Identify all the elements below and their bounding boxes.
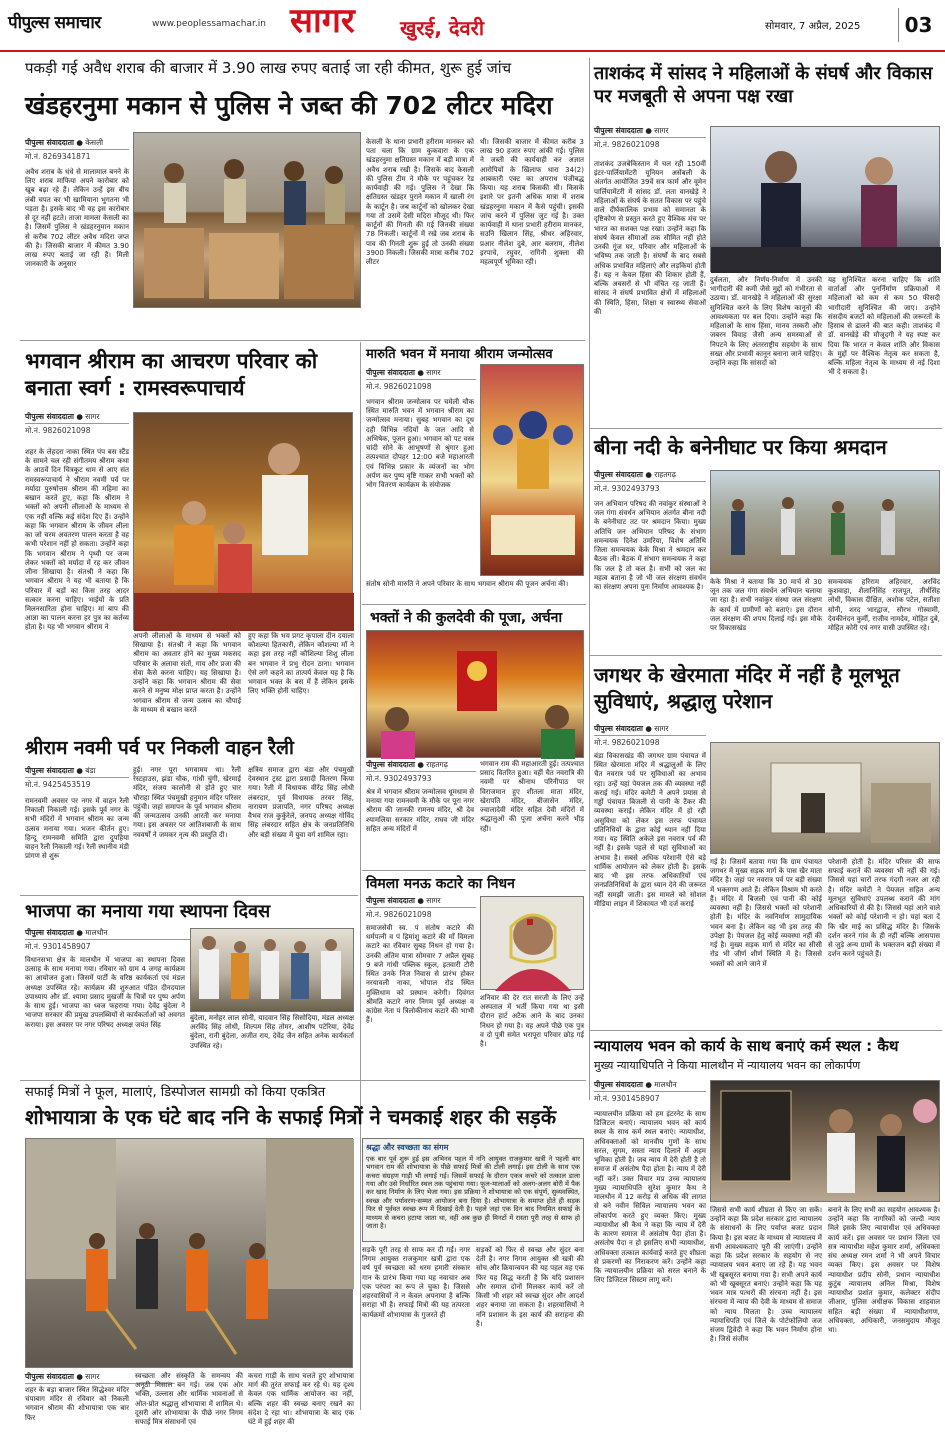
mobile-number: मो.नं. 9302493793 [594, 484, 660, 493]
bjp-byline-block [25, 928, 205, 952]
tashkent-body-col1: ताशकंद उजबेकिस्तान में चल रही 150वीं इंटर-पार्लियामेंटरी यूनियन असेंबली के अंतर्गत आयोजित 39वें सत्र फार्म और वूमेन पार्लियामेंटरी में सांसद डॉ. लता वानखेड़े ने महिलाओं के संघर्ष के सतत विकास पर पहुंचे वाले दीर्घकालिक प्रभाव को समानता के दृष्टिकोण से प्रस्तुत करते हुए वैश्विक मंच पर भारत का सशक्त पक्ष रखा। उन्होंने कहा कि संघर्ष केवल सीमाओं तक सीमित नहीं होते उनकी गूंज घर, परिवार और महिलाओं के भविष्य तक जाती है। संघर्षों के बाद सबसे अधिक प्रभावित महिलाएं और लड़कियां होती हैं। यह न केवल हिंसा की शिकार होती हैं, बल्कि अवसरों से भी वंचित रह जाती हैं। सांसद ने संघर्ष प्रभावित क्षेत्रों में महिलाओं की स्थिति, हिंसा, शिक्षा व स्वास्थ्य सेवाओं की [594, 160, 706, 316]
masthead [0, 0, 945, 52]
bina-body-col1: जन अभियान परिषद की नवांकुर संस्थाओं ने जल गंगा संवर्धन अभियान अंतर्गत बीना नदी के बनेनीघाट तट पर श्रमदान किया। मुख्य अतिथि जन अभियान परिषद के संभाग समन्वयक दिनेश उमरिया, विशेष अतिथि जिला समन्वयक केके मिश्रा ने श्रमदान कर बैठक ली। बैठक में संभाग समन्वयक ने कहा कि जल है तो कल है। सभी को जल का महत्व बताना है जो भी जल संरक्षण संवर्धन का संरक्षण अपना पुनः निर्माण आवश्यक है। [594, 500, 706, 592]
byline: पीपुल्स संवाददाता ● सागर [366, 896, 476, 908]
ram-speech-body-col2: अपनी लीलाओं के माध्यम से भक्तों को सिखाया है। संतश्री ने कहा कि भगवान श्रीराम का अवतार होने का मुख्य मकसद परिवार के अलावा संतों, गाय और प्रजा की सेवा कैसे करना चाहिए। यह सिखाया है। उन्होंने कहा कि भगवान श्रीराम की सेवा करने से मनुष्य मोक्ष प्राप्त करता है। उन्होंने भगवान श्रीराम से जन्म उत्सव का चौपाई के माध्यम से बखान करते [133, 632, 241, 714]
kuldevi-photo-illustration [367, 631, 585, 759]
mobile-number: मो.नं. 9302493793 [366, 774, 432, 783]
bina-photo [710, 470, 940, 574]
court-headline: न्यायालय भवन को कार्य के साथ बनाएं कर्म स्थल : कैथ [594, 1037, 899, 1055]
tashkent-photo [710, 126, 940, 272]
ram-navami-body-col3: क्षत्रिय समाज द्वारा बंडा और पंचमुखी देवस्थान ट्रस्ट द्वारा प्रसादी वितरण किया गया। रैली में विधायक वीरेंद्र सिंह लोधी लंबरदार, पूर्व विधायक तरवर सिंह, नारायण प्रजापति, नगर परिषद अध्यक्ष वैभव राज कुर्कुरेले, जनपद अध्यक्ष गोविंद सिंह लंबरदार सहित क्षेत्र के जनप्रतिनिधि और बड़ी संख्या में युवा वर्ग शामिल रहा। [248, 766, 354, 839]
cleanup-kicker: सफाई मित्रों ने फूल, मालाएं, डिस्पोजल सामग्री को किया एकत्रित [25, 1085, 326, 1100]
kuldevi-photo [366, 630, 584, 758]
ram-speech-byline-block [25, 412, 129, 436]
court-subheadline: मुख्य न्यायाधिपति ने किया मालथौन में न्यायालय भवन का लोकार्पण [594, 1059, 861, 1072]
jagthar-headline: जगथर के खेरमाता मंदिर में नहीं है मूलभूत सुविधाएं, श्रद्धालु परेशान [594, 663, 900, 713]
bina-photo-illustration [711, 471, 941, 575]
jagthar-body-col1: बंडा विकासखंड की जगथर ग्राम पंचायत में स्थित खेरमाता मंदिर में श्रद्धालुओं के लिए चैत नवरात्र पर्व पर सुविधाओं का अभाव रहा। उन्हें यहां पेयजल तक की व्यवस्था नहीं कराई गई। मंदिर कमेटी ने अपने प्रयास से गड्ढों पंचायत बिजली से पानी के टैंकर की व्यवस्था कराई। लेकिन मंदिर में हो रही असुविधा को लेकर इस तरफ पंचायत प्रतिनिधियों के द्वारा कोई ध्यान नहीं दिया गया। यह स्थिति अकेले इस नवरात्र पर्व की नहीं है। इसके पहले से यहां सुविधाओं का अभाव है। सबसे अधिक परेशानी ऐसे बड़े धार्मिक आयोजन को लेकर होती है। इसके बाद भी इस तरफ अधिकारियों एवं जनप्रतिनिधियों के द्वारा ध्यान देने की जरूरत नहीं समझी जाती। इस मामले को सोशल मीडिया लाइन में शिकायत भी दर्ज कराई [594, 752, 706, 908]
obituary-byline-block [366, 896, 476, 920]
ram-speech-photo [133, 412, 353, 630]
bina-byline-block [594, 470, 706, 494]
bjp-body-col1: विधानसभा क्षेत्र के मालथौन में भाजपा का स्थापना दिवस उत्साह के साथ मनाया गया। रविवार को ग्राम 4 जगह कार्यक्रम का आयोजन हुआ। जिसमें पार्टी के वरिष्ठ कार्यकर्ता एवं मंडल अध्यक्ष उपस्थित रहे। कार्यक्रम की शुरुआत पंडित दीनदयाल उपाध्याय और डॉ. श्यामा प्रसाद मुखर्जी के चित्रों पर पुष्प अर्पण के साथ हुई। भाजपा का ध्वज फहराया गया। देवेंद्र बुंदेला ने भाजपा सरकार की प्रमुख उपलब्धियों से कार्यकर्ताओं को अवगत कराया। इस अवसर पर नगर परिषद अध्यक्ष जयंत सिंह [25, 956, 185, 1029]
cleanup-headline: शोभायात्रा के एक घंटे बाद ननि के सफाई मित्रों ने चमकाई शहर की सड़कें [25, 1105, 557, 1129]
page-number: 03 [898, 8, 938, 42]
bjp-photo-illustration [191, 929, 355, 1013]
byline: पीपुल्स संवाददाता ● मालथौन [25, 928, 205, 940]
mobile-number: मो.नं. 8269341871 [25, 152, 91, 161]
mobile-number: मो.नं. 9425453519 [25, 780, 91, 789]
kuldevi-body-col1: श्रेत्र में भगवान श्रीराम जन्मोत्सव धूमधाम से मनाया गया रामनवमी के मौके पर पूरा नगर श्रीराम की जानकी रामनय मंदिर, श्री देव श्यामलिया सरकार मंदिर, राघव जी मंदिर सहित अन्य मंदिरों में [366, 788, 475, 833]
jagthar-body-col2: गई है। जिसमें बताया गया कि ग्राम पंचायत जगथर में मुख्य सड़क मार्ग के पास खैर माता मंदिर है। जहां पर नवरात्र पर्व पर बड़ी संख्या में भक्तगण आते हैं। लेकिन विश्राम भी करते हैं। मंदिर में बिजली एवं पानी की कोई व्यवस्था नहीं है। जिससे भक्तों को परेशानी होती है। मंदिर के नवनिर्माण सामुदायिक भवन बना है। लेकिन वह भी इस तरह की उपेक्षा है। पेयजल हेतु कोई व्यवस्था नहीं की गई है। मुख्य सड़क मार्ग से मंदिर का सीसी रोड भी जीर्ण शीर्ण स्थिति में है। जिससे भक्तों को आने जाने में [710, 858, 822, 968]
mobile-number: मो.नं. 9826021098 [25, 426, 91, 435]
court-photo [710, 1080, 940, 1202]
liquor-byline-block [25, 138, 129, 162]
maruti-byline-block [366, 368, 476, 392]
byline: पीपुल्स संवाददाता ● राहतगढ़ [366, 760, 476, 772]
ram-navami-body-col2: हुई। नगर पूरा भगवामय था। रैली रेस्टहाउस, झंडा चौक, गांधी चुंगी, खेरमाई मंदिर, संजय कालोनी से होते हुए चार चौराहा स्थित पंचमुखी हनुमान मंदिर परिसर पहुंची। जहां समापन के पूर्व भगवान श्रीराम की जन्मउत्सव उनकी आरती कर मनाया गया। इस अवसर पर आतिशबाजी के साथ नववर्षों ने जमकर नृत्य की प्रस्तुति दी। [133, 766, 241, 839]
byline: पीपुल्स संवाददाता ● सागर [594, 126, 706, 138]
maruti-body-col1: भगवान श्रीराम जन्मोत्सव पर चमेली चौक स्थित मारुति भवन में भगवान श्रीराम का जन्मोत्सव मनाया। सुबह भगवान का दूध दही विभिन्न नदियों के जल आदि से अभिषेक, पूजन हुआ। भगवान को पट वस्त्र चांदी सोने के आभूषणों से श्रृंगार हुआ तत्पश्चात दोपहर 12:00 बजे महाआरती एवं विभिन्न प्रकार के व्यंजनों का भोग अर्पण कर पुष्प वृष्टि गाकर सभी भक्तों को भोग वितरण कार्यक्रम के संयोजक [366, 398, 474, 490]
cleanup-photo-illustration [26, 1139, 354, 1369]
tashkent-headline: ताशकंद में सांसद ने महिलाओं के संघर्ष और विकास पर मजबूती से अपना पक्ष रखा [594, 63, 933, 108]
highlight-box-title: श्रद्धा और स्वच्छता का संगम [366, 1143, 449, 1152]
liquor-kicker: पकड़ी गई अवैध शराब की बाजार में 3.90 लाख रुपए बताई जा रही कीमत, शुरू हुई जांच [25, 59, 512, 77]
bina-headline: बीना नदी के बनेनीघाट पर किया श्रमदान [594, 435, 887, 459]
tashkent-photo-illustration [711, 127, 941, 273]
jagthar-body-col3: परेशानी होती है। मंदिर परिसर की साफ सफाई कराने की व्यवस्था भी नहीं की गई। जिससे यहां चारों तरफ गंदगी नजर आ रही है। मंदिर कमेटी ने पेयजल सहित अन्य मूलभूत सुविधाएं उपलब्ध कराने की मांग अधिकारियों से की है। जिससे यहां आने वाले भक्तों को कोई परेशानी न हो। यहां बता दें कि खैर माई का प्रसिद्ध मंदिर है। जिसके दर्शन करने गांव के ही नहीं बल्कि आसपास से जुड़े अन्य ग्रामों के भक्तजन बड़ी संख्या में दर्शन करने पहुंचते हैं। [828, 858, 940, 959]
bina-body-col3: समन्वयक हरिराम अहिरवार, अरविंद कुशवाहा, शैलानिसिंह राजपूत, तीर्थसिंह लोधी, विकास दीक्षित, अशोक पटेल, सतीशा सोनी, शरद भारद्वाज, सौरभ गोस्वामी, देवकीनंदन कुर्मी, राजीव नामदेव, मोहित दुबे, मोहित कोरी एवं नगर वासी उपस्थित रहे। [828, 578, 940, 633]
court-body-col2: जिससे सभी कार्य शीघ्रता से किए जा सकें। उन्होंने कहा कि प्रदेश सरकार द्वारा न्यायालय के संसाधनों के लिए पर्याप्त बजट प्रदान किया है। इस बजट के माध्यम से न्यायालय में सभी आवश्यकताएं पूरी की जाएंगी। उन्होंने कहा कि प्रदेश सरकार के सहयोग से नए न्यायालय भवन बनाए जा रहे हैं। यह भवन भी खूबसूरत बनाया गया है। सभी अपने कार्य को भी खूबसूरत बनाएं। उन्होंने कहा कि यह भवन मात्र पत्थरों की संरचना नहीं है। इस संरचना में न्याय की देवी के माध्यम से समाज को न्याय मिलता है। उच्च न्यायालय न्यायाधिपति एवं जिले के पोर्टफोलियो जज संजय द्विवेदी ने कहा कि भवन निर्माण होना है। जिसे संजीव [710, 1206, 822, 1344]
liquor-photo [133, 132, 361, 308]
byline: पीपुल्स संवाददाता ● बंडा [25, 766, 129, 778]
jagthar-photo-illustration [711, 743, 941, 855]
byline: पीपुल्स संवाददाता ● सागर [25, 412, 129, 424]
maruti-headline: मारुति भवन में मनाया श्रीराम जन्मोत्सव [366, 347, 553, 362]
cleanup-body-col2: स्वच्छता और संस्कृति के समन्वय की अनूठी मिसाल बन गई। जब एक ओर भक्ति, उल्लास और धार्मिक भावनाओं से ओत-प्रोत श्रद्धालु शोभायात्रा में शामिल थे। दूसरी ओर शोभायात्रा के पीछे नगर निगम सफाई मित्र संसाधनों एवं [135, 1372, 243, 1427]
ram-navami-body-col1: रामनवमी अवसर पर नगर में वाहन रैली निकाली निकाली गई। इसके पूर्व नगर के सभी मंदिरों में भगवान श्रीराम का जन्म उत्सव मनाया गया। भजन कीर्तन हुए। हिन्दू रामनवमी समिति द्वारा दुपहिया वाहन रैली निकाली गई। रैली स्थानीय मंडी प्रांगण से शुरू [25, 797, 129, 861]
mobile-number: मो.नं. 9826021098 [366, 910, 432, 919]
cleanup-body-col4: सड़कें पूरी तरह से साफ कर दी गईं। नगर निगम आयुक्त राजकुमार खत्री द्वारा एक वर्ष पूर्व स्वच्छता को धरम हमारी संस्कार गान के प्रारंभ किया गया यह नवाचार अब एक परंपरा का रूप ले चुका है। जिससे शहरवासियों ने न केवल अपनाया है बल्कि सराहा भी है। सफाई मित्रों की यह तत्परता कार्यक्रमों शोभायात्रा के गुजरते ही [362, 1246, 470, 1319]
liquor-photo-illustration [134, 133, 362, 309]
byline: पीपुल्स संवाददाता ● केसली [25, 138, 129, 150]
ram-speech-headline: भगवान श्रीराम का आचरण परिवार को बनाता स्वर्ग : रामस्वरूपाचार्य [25, 349, 318, 401]
cleanup-photo [25, 1138, 353, 1368]
liquor-body-col3: थी। जिसकी बाजार में कीमत करीब 3 लाख 90 हजार रुपए आंकी गई। पुलिस ने जब्ती की कार्यवाही कर अज्ञात आरोपियों के खिलाफ धारा 34(2) आबकारी एक्ट का अपराध पंजीबद्ध किया। यह शराब किसकी थी। किसके इशारे पर इतनी अधिक मात्रा में शराब खंडहरनुमा मकान में कैसे पहुंची। इसकी जांच करने में पुलिस जुट गई है। उक्त कार्यवाही में थाना प्रभारी हरीराम मानकर, सउनि खिलान सिंह, श्रीधर अहिरवार, प्रआर नीलेश दुबे, आर बलराम, नीलेश इरपाचे, रघुवर, रागिनी शुक्ला की महत्वपूर्ण भूमिका रही। [480, 138, 584, 267]
liquor-body-col1: अवैध शराब के धंधे से मालामाल बनने के लिए शराब माफिया अपने कारोबार को खूब बढ़ा रहे हैं। लेकिन उन्हें इस बीच लंबी चपत का भी खामियाना भुगतना भी पड़ता है। इसके बाद भी वह इस कारोबार से दूर नहीं हटते। ताजा मामला केसली का है। जिसमें पुलिस ने खंडहरनुमान मकान से करीब 702 लीटर अवैध मदिरा जप्त की है। जिसकी बाजार में कीमत 3.90 लाख रुपए बताई जा रही है। मिली जानकारी के अनुसार [25, 168, 129, 269]
byline: पीपुल्स संवाददाता ● सागर [25, 1372, 175, 1384]
kuldevi-body-col2: भगवान राम की महाआरती हुई। तत्पश्चात प्रसाद वितरित हुआ। वहीं चैत नवरात्रि की नवमी पर श्रीनाथ परिनीपाठ पर विराजमान हुए शीतला माता मंदिर, खेरापति मंदिर, बीजासेन मंदिर, ज्वालादेवी मंदिर सहित देवी मंदिरों में श्रद्धालुओं की पूजा अर्चना करने भीड़ रही। [480, 760, 584, 833]
byline: पीपुल्स संवाददाता ● मालथौन [594, 1080, 706, 1092]
ram-navami-byline-block [25, 766, 129, 790]
cleanup-body-col3: कचरा गाड़ी के साथ चलते हुए शोभायात्रा मार्ग की तुरंत सफाई कर रहे थे। यह दृश्य केवल एक धार्मिक आयोजन का नहीं, बल्कि शहर की स्वच्छ बनाए रखने का संदेश दे रहा था। शोभायात्रा के बाद एक घंटे में हुई शहर की [248, 1372, 354, 1427]
kuldevi-byline-block [366, 760, 476, 784]
ram-speech-body-col1: शहर के लेहदरा नाका स्थित पंप बस स्टैंड के सामने चल रही संगीतमय श्रीराम कथा के आठवें दिन चित्रकूट धाम से आए संत रामस्वरूपाचार्य ने श्रीराम नवमी पर्व पर मर्यादा पुरुषोत्तम श्रीराम की महिमा का बखान करते हुए, कहा कि श्रीराम ने भक्तों को अपनी लीलाओं के माध्यम से एक नहीं वल्कि कई संदेश दिए हैं। उन्होंने कहा कि भगवान श्रीराम के जीवन लीला का जो चरम अवतरण पालन करता है वह कभी परेशान नहीं हो सकता। उन्होंने कहा कि भगवान श्रीराम ने पृथ्वी पर जन्म लेकर भक्तों को मर्यादा में रह कर जीवन जीना सिखाया है। संतश्री ने कहा कि भगवान श्रीराम ने यह भी बताया है कि परिवार में बड़ों का किस तरह आदर सत्कार करना चाहिए। भाईयों के प्रति मिलनसारिता होना चाहिए। मां बाप की आज्ञा का पालन करना हर पुत्र का कर्तव्य होता है। यह भी भगवान श्रीराम ने [25, 448, 129, 632]
byline: पीपुल्स संवाददाता ● राहतगढ़ [594, 470, 706, 482]
obituary-portrait [480, 896, 584, 990]
maruti-photo [480, 364, 584, 576]
jagthar-byline-block [594, 724, 706, 748]
liquor-headline: खंडहरनुमा मकान से पुलिस ने जब्त की 702 लीटर मदिरा [25, 91, 553, 120]
liquor-body-col2: केसली के थाना प्रभारी हरीराम मानकर को पता चला कि ग्राम कुकवारा के एक खंडहरनुमा क्षतिग्रस्त मकान में बड़ी मात्रा में अवैध शराब रखी है। जिसके बाद केसली की पुलिस टीम ने मौके पर पहुंचकर रेड कार्यवाही की गई। पुलिस ने देखा कि क्षतिग्रस्त खंडहर पुराने मकान में खाली रंग के कार्टून है। जब कार्टूनों को खोलकर देखा गया तो उसमें देसी मदिरा मौजूद थी। फिर कार्टूनों की गिनती की गई जिनकी संख्या 78 निकली। कार्टूनों में रखे जब शराब के पाव की गिनती शुरू हुई तो उनकी संख्या 3900 निकली। जिसकी मात्रा करीब 702 लीटर [366, 138, 474, 267]
tashkent-byline-block [594, 126, 706, 150]
mobile-number: मो.नं. 9826021098 [594, 738, 660, 747]
bjp-body-col2: बुंदेला, मनोहर लाल सोनी, यादवान सिंह सिसोदिया, मंडल अध्यक्ष अरविंद सिंह लोधी, शिल्पम सिंह तोमर, आशीष पटेरिया, देवेंद्र बुंदेला, रानी बुंदेला, अजीत राय, देवेंद्र जैन सहित अनेक कार्यकर्ता उपस्थित रहे। [190, 1014, 354, 1050]
ram-navami-headline: श्रीराम नवमी पर्व पर निकली वाहन रैली [25, 737, 294, 759]
court-body-col1: न्यायालयीन प्रक्रिया को हम इंटरनेट के साथ डिजिटल बनाएं। न्यायालय भवन को कार्य स्थल के साथ कर्म स्थल बनाएं। न्यायाधीश, अधिवक्ताओं को मानवीय गुणों के साथ सरल, सुगम, सस्ता न्याय दिलाने में अहम भूमिका होती है। जब न्याय में देरी होती है तो समाज में असंतोष पैदा होता है। न्याय में देरी नहीं करें। उक्त विचार मप्र उच्च न्यायालय मुख्य न्यायाधिपति सुरेश कुमार कैथ ने मालथौन में 12 करोड़ से अधिक की लागत से बने नवीन सिविल न्यायालय भवन का लोकार्पण करते हुए व्यक्त किए। मुख्य न्यायाधीश श्री कैथ ने कहा कि न्याय में देरी के कारण समाज में असंतोष पैदा होता है। असंतोष पैदा न हो इसलिए सभी न्यायाधीश, अधिवक्ता तत्काल कार्यवाई करते हुए शीघ्रता से प्रकरणों का निराकरण करें। उन्होंने कहा कि न्यायालयीन प्रक्रिया को सरल बनाने के लिए डिजिटल सिस्टम लागू करें। [594, 1110, 706, 1285]
bjp-photo [190, 928, 354, 1012]
cleanup-highlight-box [362, 1138, 584, 1242]
kuldevi-headline: भक्तों ने की कुलदेवी की पूजा, अर्चना [370, 610, 563, 626]
jagthar-photo [710, 742, 940, 854]
mobile-number: मो.नं. 9826021098 [594, 140, 660, 149]
site-url[interactable]: www.peoplessamachar.in [152, 19, 266, 29]
cleanup-body-col5: सड़कों को फिर से स्वच्छ और सुंदर बना देती है। नगर निगम आयुक्त श्री खत्री की सोच और क्रियान्वयन की यह पहल यह एक फिर यह सिद्ध करती है कि यदि प्रशासन और समाज दोनों मिलकर कार्य करें तो किसी भी शहर को स्वच्छ सुंदर और आदर्श शहर बनाया जा सकता है। शहरवासियों ने ननि प्रशासन के इस कार्य की सराहना की है। [476, 1246, 585, 1328]
section-title: सागर [290, 1, 355, 41]
maruti-photo-illustration [481, 365, 585, 577]
highlight-box-body: एक बार पूर्व शुरू हुई इस अभिनव पहल में ननि आयुक्त राजकुमार खत्री ने पहली बार भगवान राम की शोभायात्रा के पीछे सफाई मित्रों की टोली लगाई। इस टोली के साथ एक कचरा संग्रहण गाड़ी भी लगाई गई। जिसमें सफाई के दौरान एकत्र कचरे को तत्काल डाला गया और उसे निर्धारित स्थल तक पहुंचाया गया। फूल-मालाओं को अलग-अलग बोरी में पैक कर खाद निर्माण के लिए भेजा गया। इस प्रक्रिया ने शोभायात्रा को एक संपूर्ण, सुव्यवस्थित, स्वच्छ और पर्यावरण-सम्मत आयोजन बना दिया है। शोभायात्रा के समाप्त होते ही सड़क फिर से पूर्ववत स्वच्छ रूप में दिखाई देती है। पहले जहां एक दिन बाद नियमित सफाई के माध्यम से कचरा हटाया जाता था, वहीं अब कुछ ही मिनटों में रास्ता पूरी तरह से साफ हो जाता है। [366, 1155, 580, 1230]
bina-body-col2: केके मिश्रा ने बताया कि 30 मार्च से 30 जून तक जल गंगा संवर्धन अभियान चलाया जा रहा है। सभी नवांकुर संस्था जल संरक्षण के कार्य में ग्रामीणों को बताएं। इस दौरान जल संरक्षण की शपथ दिलाई गई। इस मौके पर विकासखंड [710, 578, 822, 633]
tashkent-body-col3: यह सुनिश्चित करना चाहिए कि शांति वार्ताओं और पुनर्निर्माण प्रक्रियाओं में महिलाओं को कम से कम 50 फीसदी भागीदारी सुनिश्चित की जाए। उन्होंने संसदीय बजटों को महिलाओं की जरूरतों के हिसाब से ढालने की बात कही। ताशकंद में डॉ. वानखेड़े की मौजूदगी ने यह स्पष्ट कर दिया कि भारत न केवल शांति और विकास के मुद्दों पर वैश्विक नेतृत्व कर सकता है, बल्कि महिला नेतृत्व के माध्यम से नई दिशा भी दे सकता है। [828, 276, 940, 377]
tashkent-body-col2: दुर्बलता, और निर्णय-निर्माण में उनकी भागीदारी की कमी जैसे मुद्दों को गंभीरता से उठाया। डॉ. वानखेड़े ने महिलाओं की सुरक्षा सुनिश्चित करने के लिए विशेष कानूनों की आवश्यकता पर बल दिया। उन्होंने कहा कि महिलाओं के साथ हिंसा, मानव तस्करी और जबरन विवाह जैसी अन्य समस्याओं से निपटने के लिए अंतरराष्ट्रीय सहयोग के साथ सख्त और प्रभावी कानून बनाना जाने चाहिए। उन्होंने कहा कि सांसदों को [710, 276, 822, 368]
byline: पीपुल्स संवाददाता ● सागर [594, 724, 706, 736]
court-photo-illustration [711, 1081, 941, 1203]
ram-speech-body-col3: हुए कहा कि भय प्रगट कृपाला दीन दयाला कौशल्या हितकारी, लेकिन कौशल्या माँ ने कहा इस तरह नहीं कौशिल्या शिशु लीला बन भगवान ने प्रभु रोदन ठाना। भगवान ऐसे लगे कहने का तात्पर्य केवल यह है कि भगवान भक्त के बस में हैं लेकिन इसके लिए भक्ति होनी चाहिए। [248, 632, 354, 696]
obituary-headline: विमला मनऊ कटारे का निधन [366, 876, 515, 892]
byline: पीपुल्स संवाददाता ● सागर [366, 368, 476, 380]
section-subtitle: खुरई, देवरी [400, 16, 485, 40]
maruti-body-col2: संतोष सोनी मारुति ने अपने परिवार के साथ भगवान श्रीराम की पूजन अर्चना की। [366, 580, 569, 588]
mobile-number: मो.नं. 9301458907 [594, 1094, 660, 1103]
mobile-number: मो.नं. 9301458907 [25, 942, 91, 951]
cleanup-body-col1: शहर के बड़ा बाजार स्थित सिद्धेश्वर मंदिर चंपाबाग मंदिर से रविवार को निकली भगवान श्रीराम की शोभायात्रा एक बार फिर [25, 1386, 129, 1422]
ram-speech-photo-illustration [134, 413, 354, 631]
obituary-portrait-illustration [481, 897, 585, 991]
bjp-headline: भाजपा का मनाया गया स्थापना दिवस [25, 901, 271, 922]
obituary-body-col2: शनिवार की देर रात सरजी के लिए उन्हें अस्पताल में भर्ती किया गया था इसी दौरान हार्ट अटैक आने के बाद उनका निधन हो गया है। वह अपने पीछे एक पुत्र व दो पुत्री समेत भरापूरा परिवार छोड़ गई है। [480, 994, 584, 1049]
edition-date: सोमवार, 7 अप्रैल, 2025 [765, 21, 861, 32]
court-body-col3: बनाने के लिए सभी का सहयोग आवश्यक है। उन्होंने कहा कि नागरिकों को जल्दी न्याय मिले इसके लिए न्यायाधीश एवं अधिवक्ता कार्य करें। इस अवसर पर प्रधान जिला एवं सत्र न्यायाधीश महेश कुमार शर्मा, अधिवक्ता संघ अध्यक्ष रमन शर्मा ने भी अपने विचार व्यक्त किए। इस अवसर पर विशेष न्यायाधीश प्रदीप सोनी, प्रधान न्यायाधीश कुटुंब न्यायालय अनिल मिश्रा, विशेष न्यायाधीश प्रशांत कुमार, कलेक्टर संदीप जीआर, पुलिस अधीक्षक विकास शाहवाल सहित बड़ी संख्या में न्यायाधीशगण, अधिवक्ता, अधिकारी, जनसमुदाय मौजूद था। [828, 1206, 940, 1335]
court-byline-block [594, 1080, 706, 1104]
mobile-number: मो.नं. 9826021098 [366, 382, 432, 391]
brand-logo: पीपुल्स समाचार [8, 13, 101, 33]
obituary-body-col1: समाजसेवी स्व. पं संतोष कटारे की धर्मपत्नी व पं हिमांशु कटारे की माँ विमला कटारे का रविवार सुबह निधन हो गया है। उनकी अंतिम यात्रा सोमवार 7 अप्रैल सुबह 9 बजे गांधी पब्लिक स्कूल, इतवारी टौरी स्थित उनके निज निवास से प्रारंभ होकर नरयावली नाका, भोपाल रोड स्थित मुक्तिधाम को प्रस्थान करेगी। दिवंगत श्रीमति कटारे नगर निगम पूर्व अध्यक्ष व कांग्रेस नेता पं त्रिलोकीनाथ कटारे की भाभी हैं। [366, 924, 474, 1025]
